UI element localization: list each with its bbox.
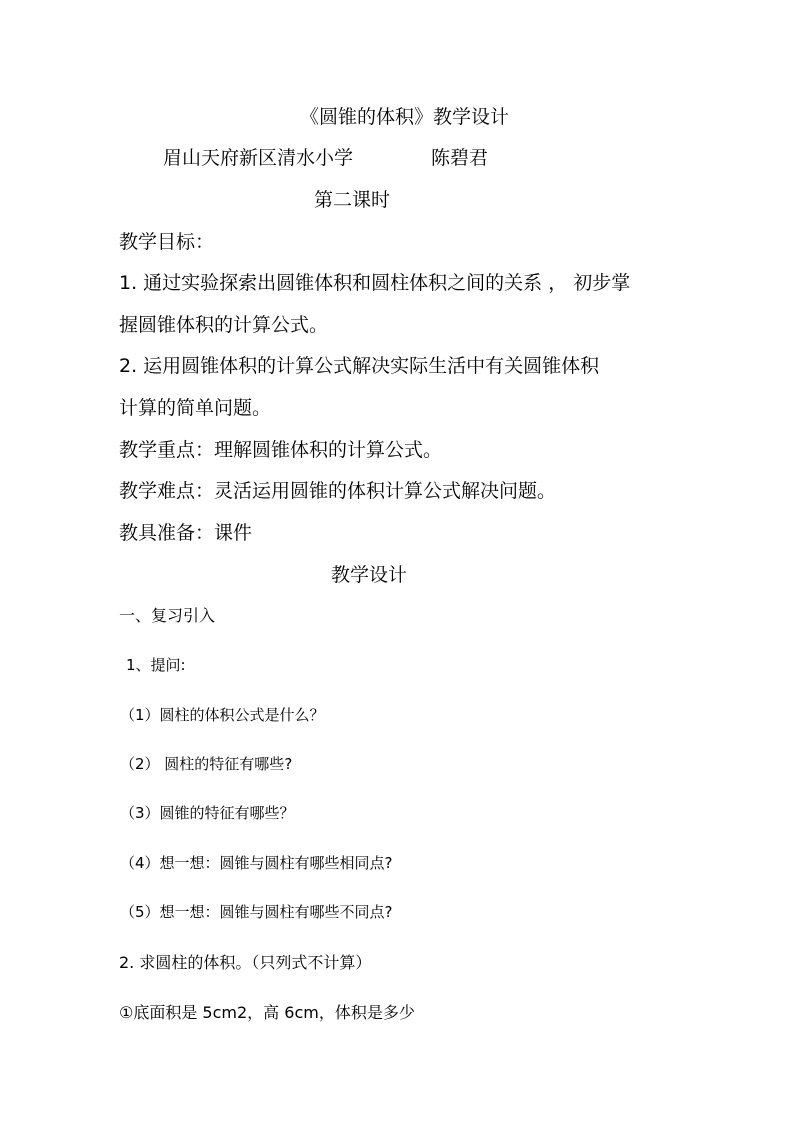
author-school: 眉山天府新区清水小学 (163, 147, 354, 169)
question-3: （3）圆锥的特征有哪些？ (120, 804, 295, 822)
objective-2-line-2: 计算的简单问题。 (119, 397, 272, 419)
objective-1-line-1: 1. 通过实验探索出圆锥体积和圆柱体积之间的关系 ， 初步掌 (119, 272, 631, 294)
task-2-item-1: ①底面积是 5cm2，高 6cm，体积是多少 (119, 1003, 415, 1022)
document-title: 《圆锥的体积》教学设计 (300, 106, 510, 128)
question-2: （2） 圆柱的特征有哪些? (120, 755, 293, 773)
author-name: 陈碧君 (431, 147, 489, 169)
objective-2-line-1: 2. 运用圆锥体积的计算公式解决实际生活中有关圆锥体积 (119, 355, 600, 377)
objectives-heading: 教学目标： (119, 231, 215, 253)
question-1: （1）圆柱的体积公式是什么？ (120, 706, 325, 724)
difficulty-point: 教学难点：灵活运用圆锥的体积计算公式解决问题。 (119, 480, 557, 502)
lesson-label: 第二课时 (314, 189, 391, 211)
key-point: 教学重点：理解圆锥体积的计算公式。 (119, 439, 443, 461)
question-5: （5）想一想：圆锥与圆柱有哪些不同点? (120, 903, 393, 921)
task-2: 2. 求圆柱的体积。（只列式不计算） (119, 953, 372, 972)
question-heading: 1、提问: (126, 656, 186, 674)
question-4: （4）想一想：圆锥与圆柱有哪些相同点? (120, 854, 393, 872)
objective-1-line-2: 握圆锥体积的计算公式。 (119, 314, 329, 336)
design-heading: 教学设计 (331, 564, 408, 586)
section-1-heading: 一、复习引入 (119, 606, 216, 625)
materials: 教具准备：课件 (119, 522, 253, 544)
